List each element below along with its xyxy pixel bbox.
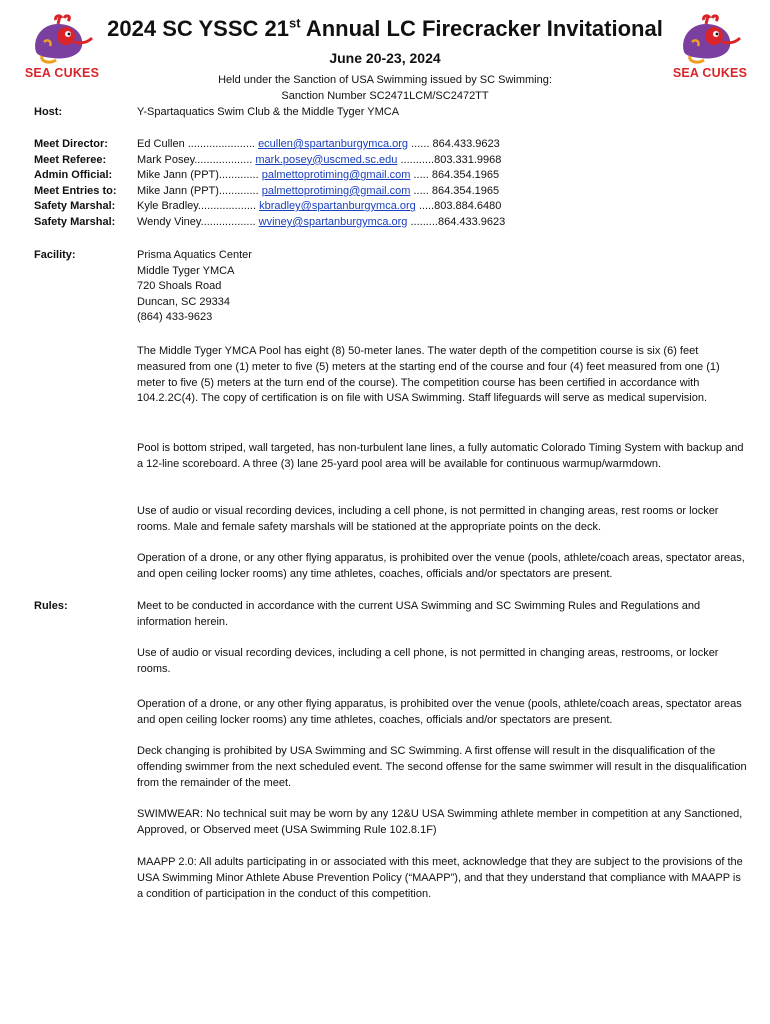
official-row: Ed Cullen ...................... ecullen@spartanburgymca.org ...... 864.433.9623 xyxy=(137,138,500,150)
sea-cucumber-mascot-icon xyxy=(670,12,750,66)
official-row: Kyle Bradley................... kbradley@spartanburgymca.org .....803.884.6480 xyxy=(137,200,502,213)
facility-label: Facility: xyxy=(34,249,76,261)
email-link[interactable]: mark.posey@uscmed.sc.edu xyxy=(255,153,398,166)
official-labels: Meet Director: Meet Referee: Admin Official: Meet Entries to: Safety Marshal: Safety Marshal: xyxy=(34,138,117,228)
email-link[interactable]: palmettoprotiming@gmail.com xyxy=(261,184,411,197)
sea-cucumber-mascot-icon xyxy=(22,12,102,66)
sanction-info: Held under the Sanction of USA Swimming issued by SC Swimming: Sanction Number SC2471LCM/SC2472TT xyxy=(218,74,552,102)
meet-dates: June 20-23, 2024 xyxy=(329,50,441,66)
rules-paragraph: Use of audio or visual recording devices, including a cell phone, is not permitted in changing areas, restrooms, or locker rooms. xyxy=(137,647,719,675)
sea-cukes-logo-left xyxy=(22,12,102,84)
official-row: Mike Jann (PPT)............. palmettoprotiming@gmail.com ..... 864.354.1965 xyxy=(137,169,500,182)
rules-label: Rules: xyxy=(34,600,68,612)
logo-text: SEA CUKES xyxy=(672,66,748,80)
officials-list xyxy=(137,137,747,231)
host-label: Host: xyxy=(34,106,63,118)
rules-paragraph: SWIMWEAR: No technical suit may be worn by any 12&U USA Swimming athlete member in competition at any Sanctioned, Approved, or Observed meet (USA Swimming Rule 102.8.1F) xyxy=(137,808,743,836)
document-header xyxy=(100,12,670,104)
official-row: Wendy Viney.................. wviney@spartanburgymca.org .........864.433.9623 xyxy=(137,215,506,228)
rules-paragraph: Deck changing is prohibited by USA Swimming and SC Swimming. A first offense will result in the disqualification of the offending swimmer from the next scheduled event. The second offense for the same swimmer will result in the disqualification from the remainder of the meet. xyxy=(137,745,747,789)
rules-paragraph: Meet to be conducted in accordance with the current USA Swimming and SC Swimming Rules and Regulations and information herein. xyxy=(137,600,701,628)
facility-paragraph: Pool is bottom striped, wall targeted, has non-turbulent lane lines, a fully automatic Colorado Timing System with backup and a 12-line scoreboard. A three (3) lane 25-yard pool area will be available for continuous warmup/warmdown. xyxy=(137,442,744,470)
sea-cukes-logo-right xyxy=(670,12,750,84)
official-row: Mike Jann (PPT)............. palmettoprotiming@gmail.com ..... 864.354.1965 xyxy=(137,184,500,197)
facility-paragraph: The Middle Tyger YMCA Pool has eight (8) 50-meter lanes. The water depth of the competition course is six (6) feet measured from one (1) meter to five (5) meters at the starting end of the course and four (4) feet measured from one (1) meter to five (5) meters at the turn end of the course). The competition course has been certified in accordance with 104.2.2C(4). The copy of certification is on file with USA Swimming. Staff lifeguards will serve as medical supervision. xyxy=(137,345,720,405)
official-row: Mark Posey................... mark.posey@uscmed.sc.edu ...........803.331.9968 xyxy=(137,153,502,166)
facility-paragraph: Use of audio or visual recording devices, including a cell phone, is not permitted in changing areas, rest rooms or locker rooms. Male and female safety marshals will be stationed at the appropriate points on the deck. xyxy=(137,505,719,533)
logo-text: SEA CUKES xyxy=(24,66,100,80)
facility-address: Prisma Aquatics Center Middle Tyger YMCA 720 Shoals Road Duncan, SC 29334 (864) 433-9623 xyxy=(137,249,252,324)
email-link[interactable]: palmettoprotiming@gmail.com xyxy=(261,169,411,182)
host-value: Y-Spartaquatics Swim Club & the Middle Tyger YMCA xyxy=(137,106,400,118)
rules-paragraph: Operation of a drone, or any other flying apparatus, is prohibited over the venue (pools, athlete/coach areas, spectator areas and open ceiling locker rooms) any time athletes, coaches, officials and/or spectators are present. xyxy=(137,698,742,726)
facility-paragraph: Operation of a drone, or any other flying apparatus, is prohibited over the venue (pools, athlete/coach areas, spectator areas, and open ceiling locker rooms) any time athletes, coaches, officials and/or spectators are present. xyxy=(137,552,745,580)
email-link[interactable]: wviney@spartanburgymca.org xyxy=(258,215,408,228)
rules-paragraph: MAAPP 2.0: All adults participating in or associated with this meet, acknowledge that they are subject to the provisions of the USA Swimming Minor Athlete Abuse Prevention Policy (“MAAPP”), and that they understand that compliance with MAAPP is a condition of participation in the conduct of this competition. xyxy=(137,856,743,900)
email-link[interactable]: ecullen@spartanburgymca.org xyxy=(258,138,409,150)
page-title: 2024 SC YSSC 21st Annual LC Firecracker Invitational xyxy=(107,15,663,41)
email-link[interactable]: kbradley@spartanburgymca.org xyxy=(259,200,416,213)
